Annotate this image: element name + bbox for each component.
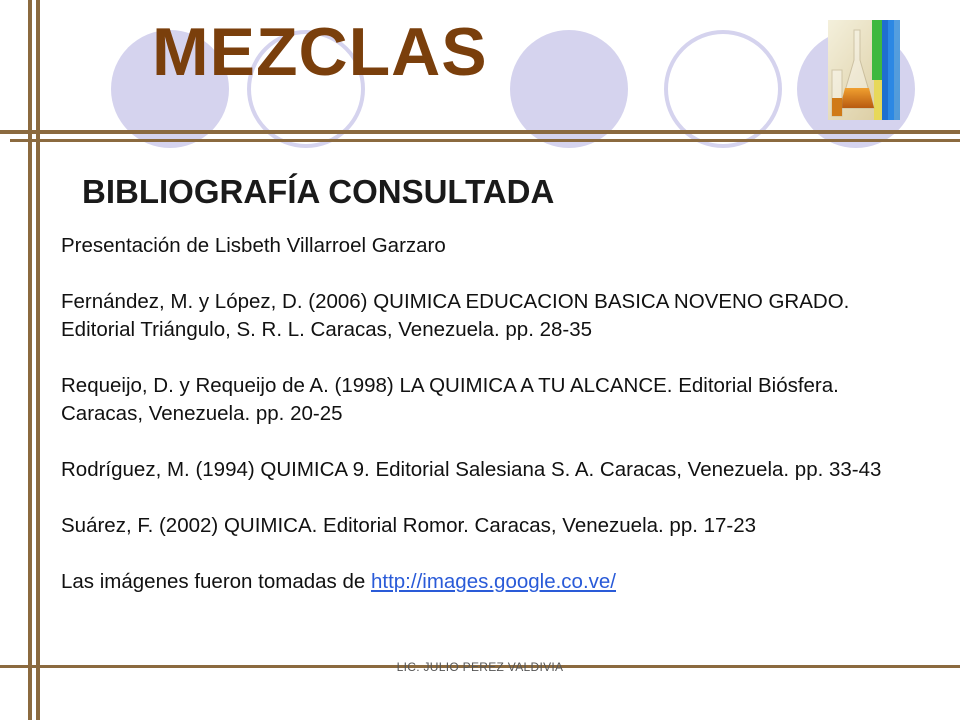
section-heading: BIBLIOGRAFÍA CONSULTADA [82, 173, 555, 210]
images-source [61, 568, 911, 596]
frame-top-rule [10, 139, 960, 142]
presentation-credit: Presentación de Lisbeth Villarroel Garzaro [61, 234, 446, 257]
reference-item: Requeijo, D. y Requeijo de A. (1998) LA QUIMICA A TU ALCANCE. Editorial Biósfera. Caracas, Venezuela. pp. 20-25 [61, 374, 839, 425]
frame-vertical-bar [36, 0, 40, 720]
reference-item: Fernández, M. y López, D. (2006) QUIMICA EDUCACION BASICA NOVENO GRADO. Editorial Triángulo, S. R. L. Caracas, Venezuela. pp. 28-35 [61, 290, 850, 341]
footer-author: LIC. JULIO PEREZ VALDIVIA [396, 660, 564, 674]
images-source-label: Las imágenes fueron tomadas de [61, 570, 366, 593]
bibliography-list [61, 232, 911, 624]
reference-item: Rodríguez, M. (1994) QUIMICA 9. Editorial Salesiana S. A. Caracas, Venezuela. pp. 33-43 [61, 458, 882, 481]
images-source-link[interactable]: http://images.google.co.ve/ [370, 570, 616, 593]
slide-title: MEZCLAS [152, 14, 488, 90]
reference-item: Suárez, F. (2002) QUIMICA. Editorial Romor. Caracas, Venezuela. pp. 17-23 [61, 514, 757, 537]
frame-top-rule [0, 130, 960, 134]
lab-flasks-image [828, 20, 900, 120]
frame-vertical-bar [28, 0, 32, 720]
